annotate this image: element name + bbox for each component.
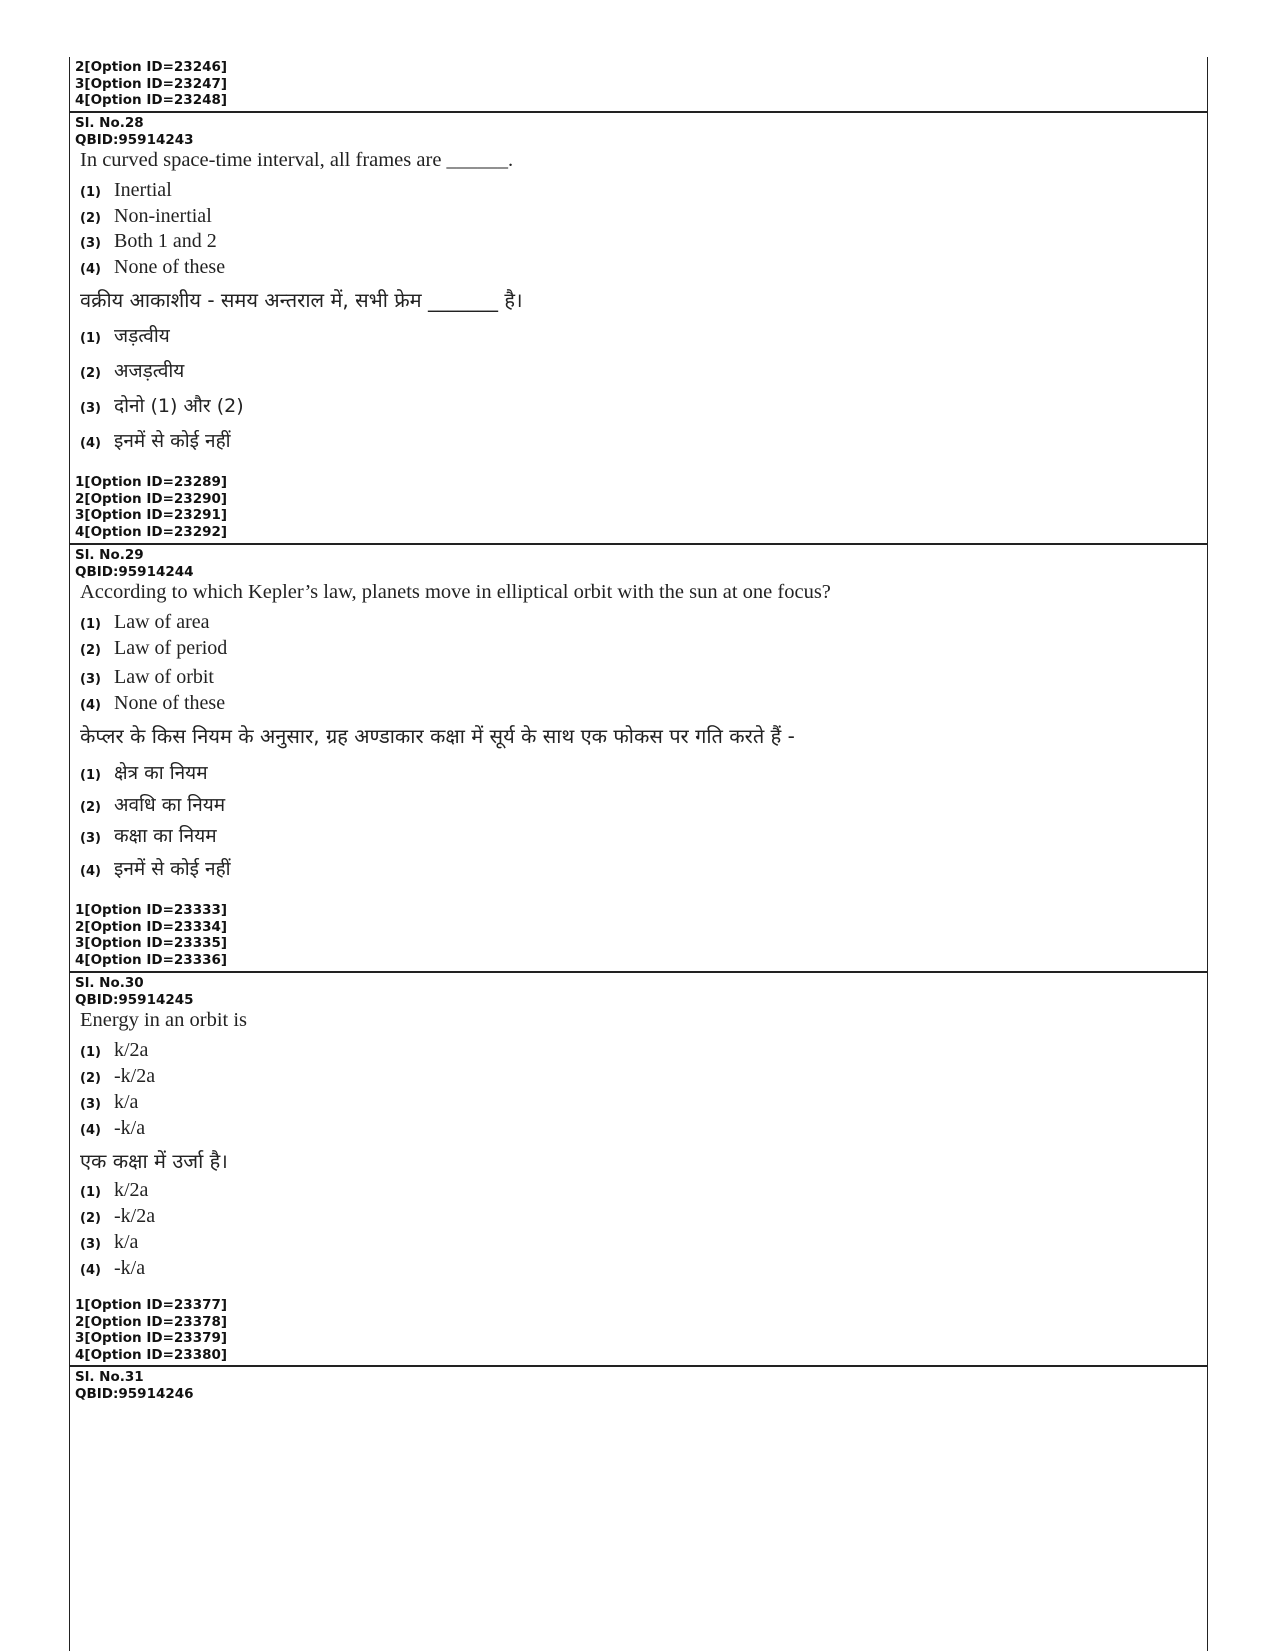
option-number: (1) [80,1045,101,1060]
question-text-hindi: केप्लर के किस नियम के अनुसार, ग्रह अण्डाकार कक्षा में सूर्य के साथ एक फोकस पर गति करते हैं - [80,724,795,748]
question-block-30 [70,975,1207,1365]
option-text: Law of orbit [114,666,214,688]
option-id-line: 3[Option ID=23291] [75,507,228,523]
question-bank-id: QBID:95914246 [75,1385,194,1402]
option-id-line: 2[Option ID=23290] [75,490,228,507]
option-id-line: 4[Option ID=23380] [75,1346,228,1363]
option-english [80,256,225,279]
option-text: -k/a [114,1117,146,1139]
option-ids [70,474,227,540]
option-text: इनमें से कोई नहीं [114,858,231,880]
option-ids [70,902,227,968]
option-hindi [80,427,231,453]
question-bank-id: QBID:95914244 [75,563,194,580]
top-option-ids [70,59,1207,109]
option-id-line: 1[Option ID=23377] [75,1297,228,1313]
option-number: (4) [80,1263,101,1278]
option-english [80,666,214,689]
option-hindi [80,392,244,418]
question-bank-id: QBID:95914245 [75,991,194,1008]
option-number: (2) [80,1071,101,1086]
option-hindi [80,1257,145,1280]
option-number: (4) [80,698,101,713]
option-number: (3) [80,672,101,687]
option-ids [70,1297,227,1363]
option-number: (4) [80,436,101,451]
option-text: k/a [114,1091,139,1113]
serial-number: Sl. No.31 [75,1369,144,1385]
question-text-hindi: एक कक्षा में उर्जा है। [80,1149,228,1173]
option-text: k/2a [114,1179,149,1201]
option-number: (2) [80,366,101,381]
option-hindi [80,791,225,817]
option-text: -k/2a [114,1205,156,1227]
option-number: (3) [80,1237,101,1252]
option-hindi [80,1179,148,1202]
option-number: (3) [80,236,101,251]
option-text: -k/a [114,1257,146,1279]
option-text: -k/2a [114,1065,156,1087]
question-block-31 [70,1369,1207,1402]
question-paper-frame [69,57,1208,1651]
option-id-line: 4[Option ID=23248] [75,92,228,108]
option-id-line: 1[Option ID=23289] [75,474,228,490]
serial-number: Sl. No.29 [75,547,144,563]
option-text: अजड़त्वीय [114,360,185,382]
option-hindi [80,1205,155,1228]
option-id-line: 2[Option ID=23334] [75,918,228,935]
section-divider [70,111,1207,113]
option-number: (2) [80,643,101,658]
question-text-english: Energy in an orbit is [80,1009,248,1031]
option-id-line: 3[Option ID=23335] [75,935,228,951]
option-text: None of these [114,692,226,714]
option-text: Inertial [114,179,172,201]
option-text: क्षेत्र का नियम [114,762,208,784]
option-text: k/2a [114,1039,149,1061]
option-hindi [80,759,208,785]
option-id-line: 2[Option ID=23378] [75,1313,228,1330]
question-text-hindi: वक्रीय आकाशीय - समय अन्तराल में, सभी फ्रेम _______ है। [80,288,523,312]
option-text: Non-inertial [114,205,212,227]
option-text: कक्षा का नियम [114,825,217,847]
option-number: (1) [80,768,101,783]
question-text-english: According to which Kepler’s law, planets move in elliptical orbit with the sun at one focus? [80,581,831,603]
option-english [80,179,172,202]
option-text: Both 1 and 2 [114,230,217,252]
section-divider [70,1365,1207,1367]
option-number: (2) [80,800,101,815]
option-english [80,1039,148,1062]
option-text: जड़त्वीय [114,325,170,347]
option-number: (2) [80,1211,101,1226]
option-english [80,1091,138,1114]
option-hindi [80,322,170,348]
question-block-28 [70,115,1207,541]
question-bank-id: QBID:95914243 [75,131,194,148]
option-id-line: 1[Option ID=23333] [75,902,228,918]
question-block-29 [70,547,1207,973]
option-id-line: 3[Option ID=23379] [75,1330,228,1346]
option-id-line: 2[Option ID=23246] [75,59,228,75]
option-text: Law of area [114,611,210,633]
option-number: (4) [80,1123,101,1138]
option-number: (2) [80,211,101,226]
option-hindi [80,1231,138,1254]
serial-number: Sl. No.28 [75,115,144,131]
option-id-line: 4[Option ID=23336] [75,951,228,968]
option-english [80,205,212,228]
option-text: None of these [114,256,226,278]
serial-number: Sl. No.30 [75,975,144,991]
option-id-line: 3[Option ID=23247] [75,75,228,92]
option-number: (3) [80,1097,101,1112]
option-number: (1) [80,1185,101,1200]
section-divider [70,543,1207,545]
option-number: (4) [80,262,101,277]
option-text: Law of period [114,637,228,659]
option-text: k/a [114,1231,139,1253]
option-english [80,692,225,715]
option-english [80,1117,145,1140]
option-number: (3) [80,831,101,846]
option-english [80,611,210,634]
option-id-line: 4[Option ID=23292] [75,523,228,540]
question-text-english: In curved space-time interval, all frames are ______. [80,149,514,171]
option-number: (3) [80,401,101,416]
section-divider [70,971,1207,973]
option-number: (4) [80,864,101,879]
option-text: इनमें से कोई नहीं [114,430,231,452]
option-hindi [80,822,217,848]
option-number: (1) [80,617,101,632]
option-english [80,637,227,660]
option-hindi [80,357,184,383]
option-english [80,230,217,253]
option-text: अवधि का नियम [114,794,226,816]
option-hindi [80,855,231,881]
option-number: (1) [80,185,101,200]
option-text: दोनो (1) और (2) [114,395,244,417]
option-number: (1) [80,331,101,346]
option-english [80,1065,155,1088]
